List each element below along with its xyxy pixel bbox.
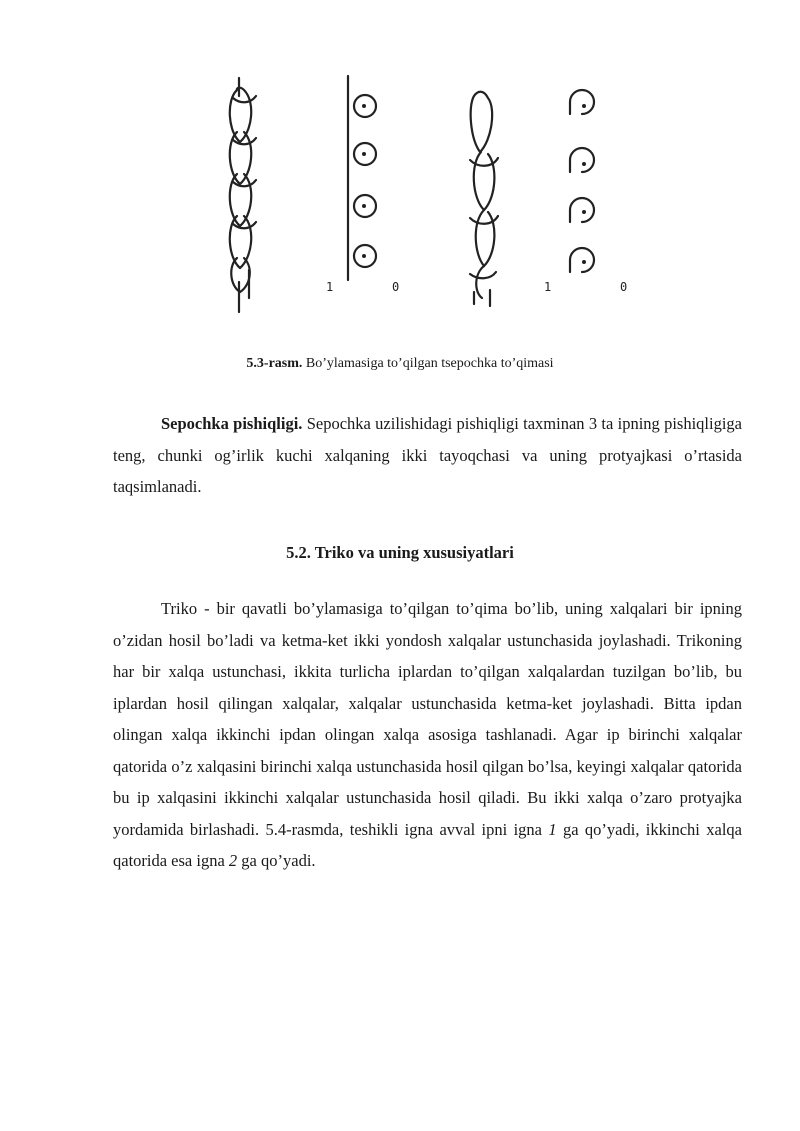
paragraph-text-c: ga qo’yadi.	[237, 851, 316, 870]
figure-caption	[0, 356, 800, 372]
paragraph-triko	[113, 593, 742, 877]
figure-label-0: 0	[392, 280, 400, 294]
paragraph-chain-strength	[113, 408, 742, 503]
figure-label-0b: 0	[620, 280, 628, 294]
diagram-1	[348, 76, 376, 280]
figure-label-1: 1	[326, 280, 334, 294]
chain-1-loops	[230, 78, 256, 312]
paragraph-text-b: ga qo’yadi, ikkinchi xalqa qatorida esa igna	[113, 819, 742, 870]
chain-2-loops	[470, 92, 498, 306]
needle-number-1: 1	[548, 819, 557, 839]
diagram-2	[570, 90, 594, 272]
chain-stitch-drawing	[0, 60, 800, 325]
paragraph-text: Sepochka uzilishidagi pishiqligi taxminan 3 ta ipning pishiqligiga teng, chunki og’irlik kuchi xalqaning ikki tayoqchasi va uning protyajkasi o’rtasida taqsimlanadi.	[113, 414, 743, 496]
section-heading: 5.2. Triko va uning xususiyatlari	[286, 543, 514, 562]
paragraph-lead: Sepochka pishiqligi.	[161, 414, 303, 433]
paragraph-text-a: Triko - bir qavatli bo’ylamasiga to’qilgan to’qima bo’lib, uning xalqalari bir ipning o’zidan hosil bo’ladi va ketma-ket ikki yondosh xalqalar ustunchasida joylashadi. Trikoning har bir xalqa ustunchasi, ikkita turlicha iplardan to’qilgan xalqalardan tuzilgan bo’lib, bu iplardan hosil qilingan xalqalar, xalqalar ustunchasida ketma-ket joylashadi. Bitta ipdan olingan xalqa ikkinchi ipdan olingan xalqa asosiga tashlanadi. Agar ip birinchi xalqalar qatorida o’z xalqasini birinchi xalqa ustunchasida hosil qilgan bo’lsa, keyingi xalqalar qatorida bu ip xalqasini ikkinchi xalqalar ustunchasida hosil qiladi. Bu ikki xalqa o’zaro protyajka yordamida birlashadi. 5.4-rasmda, teshikli igna avval ipni igna	[113, 599, 742, 839]
chain-stitch-figure	[0, 60, 800, 325]
figure-label-1b: 1	[544, 280, 552, 294]
caption-text: Bo’ylamasiga to’qilgan tsepochka to’qimasi	[302, 356, 554, 371]
needle-number-2: 2	[228, 851, 238, 870]
caption-number: 5.3-rasm.	[246, 356, 303, 371]
